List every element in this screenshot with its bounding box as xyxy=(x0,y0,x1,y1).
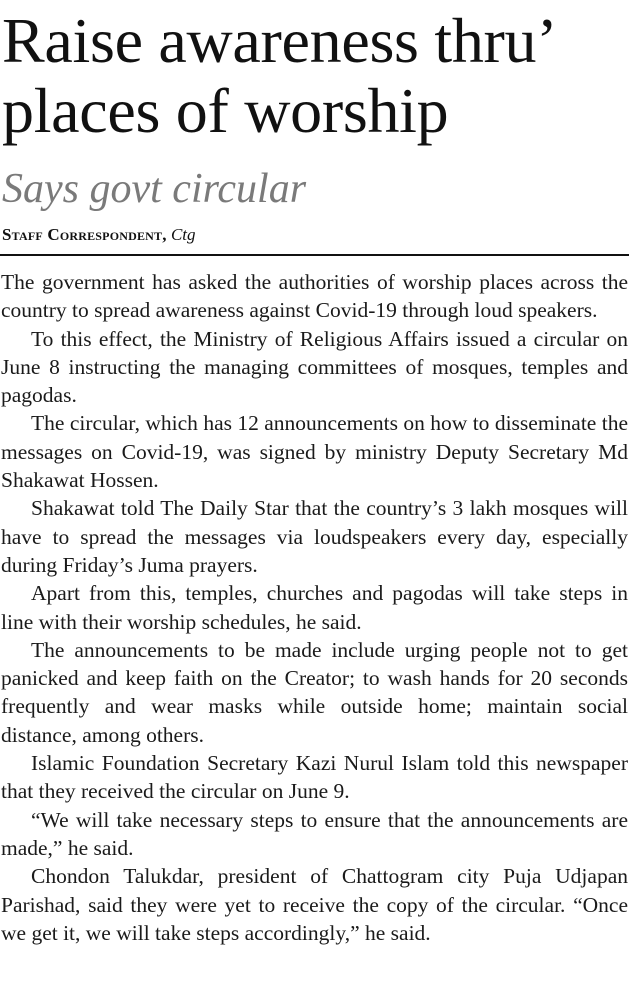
paragraph: “We will take necessary steps to ensure that the announcements are made,” he said. xyxy=(1,807,628,860)
paragraph: The announcements to be made include urging people not to get panicked and keep faith on the Creator; to wash hands for 20 seconds frequently and wear masks while outside home; maintain social distance, among others. xyxy=(1,637,628,747)
byline-location: Ctg xyxy=(170,225,196,244)
paragraph: The government has asked the authorities of worship places across the country to spread awareness against Covid-19 through loud speakers. xyxy=(1,270,628,323)
headline xyxy=(2,6,627,146)
headline-line-1: Raise awareness thru’ xyxy=(2,5,558,76)
paragraph: To this effect, the Ministry of Religious Affairs issued a circular on June 8 instructing the managing committees of mosques, temples and pagodas. xyxy=(1,326,628,408)
headline-line-2: places of worship xyxy=(2,75,449,146)
subheadline: Says govt circular xyxy=(2,166,307,212)
paragraph: The circular, which has 12 announcements on how to disseminate the messages on Covid-19, was signed by ministry Deputy Secretary Md Shakawat Hossen. xyxy=(1,411,628,493)
byline-divider xyxy=(0,254,629,256)
paragraph: Apart from this, temples, churches and pagodas will take steps in line with their worship schedules, he said. xyxy=(1,581,628,634)
paragraph: Islamic Foundation Secretary Kazi Nurul Islam told this newspaper that they received the circular on June 9. xyxy=(1,751,628,804)
byline xyxy=(2,224,196,246)
article-body xyxy=(1,268,628,947)
paragraph: Chondon Talukdar, president of Chattogram city Puja Udjapan Parishad, said they were yet to receive the copy of the circular. “Once we get it, we will take steps accordingly,” he said. xyxy=(1,864,628,945)
byline-role: Staff Correspondent, xyxy=(2,225,167,244)
paragraph: Shakawat told The Daily Star that the country’s 3 lakh mosques will have to spread the messages via loudspeakers every day, especially during Friday’s Juma prayers. xyxy=(1,496,628,577)
